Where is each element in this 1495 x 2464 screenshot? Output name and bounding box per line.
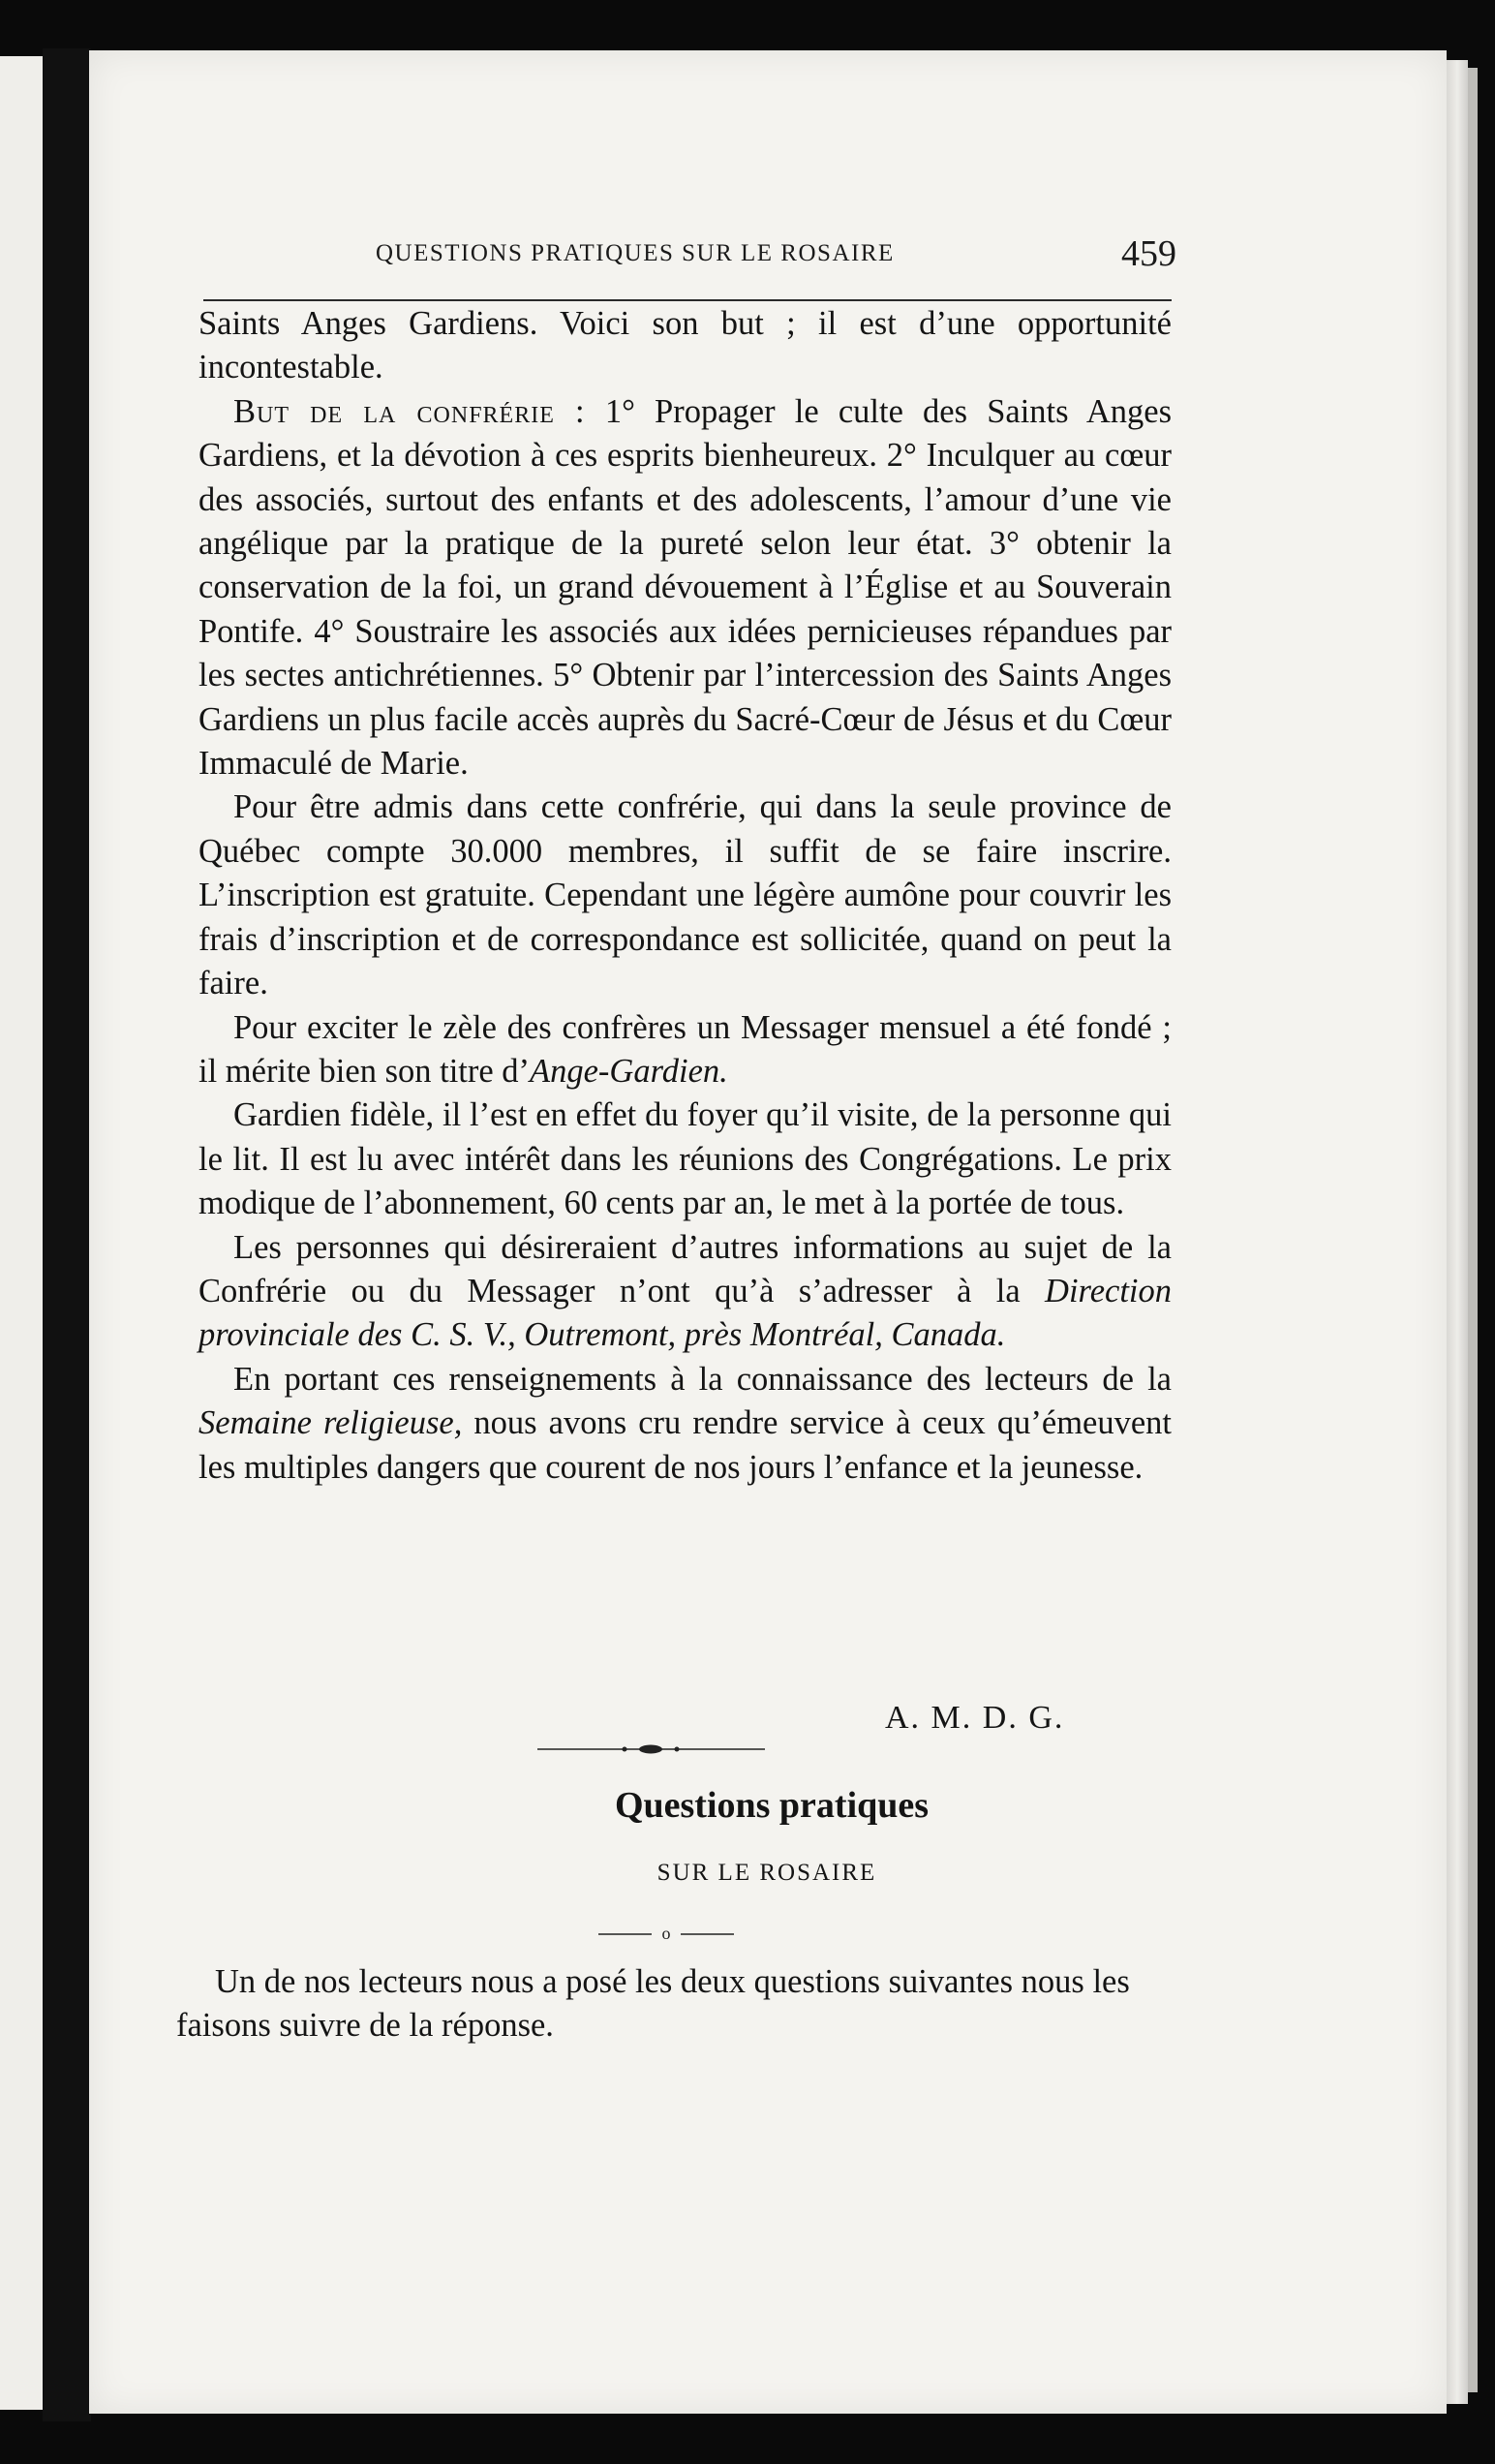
paragraph-information <box>198 1226 1172 1358</box>
paragraph-conclusion <box>198 1358 1172 1490</box>
paragraph-purpose <box>198 390 1172 786</box>
page-fore-edge-shadow <box>1468 68 1478 2392</box>
page-header <box>203 232 1176 300</box>
page-fore-edge <box>1447 60 1468 2404</box>
paragraph-messenger <box>198 1006 1172 1094</box>
semaine-religieuse-title: Semaine religieuse, <box>198 1404 463 1442</box>
ornamental-divider <box>537 1743 765 1755</box>
small-divider <box>598 1925 734 1941</box>
messenger-text: Pour exciter le zèle des confrères un Messager mensuel a été fondé ; il mérite bien son titre d’ <box>198 1008 1172 1090</box>
conclusion-text-b: nous avons cru rendre service à ceux qu’émeuvent les multiples dangers que courent de nos jours l’enfance et la jeunesse. <box>198 1404 1172 1486</box>
divider-glyph: o <box>661 1925 671 1941</box>
question-intro <box>176 1960 1156 2048</box>
section-subtitle: SUR LE ROSAIRE <box>656 1860 877 1886</box>
paragraph-continuation: Saints Anges Gardiens. Voici son but ; il est d’une opportunité incontestable. <box>198 305 1172 386</box>
section-title: Questions pratiques <box>614 1785 930 1826</box>
signature-amdg: A. M. D. G. <box>885 1700 1065 1736</box>
purpose-label: But de la confrérie : <box>233 392 586 430</box>
purpose-text: 1° Propager le culte des Saints Anges Gardiens, et la dévotion à ces esprits bienheureux. 2° Inculquer au cœur des associés, surtout des enfants et des adolescents, l’amour d’une vie angélique par la pratique de la pureté selon leur état. 3° obtenir la conservation de la foi, un grand dévouement à l’Église et au Souverain Pontife. 4° Soustraire les associés aux idées pernicieuses répandues par les sectes antichrétiennes. 5° Obtenir par l’intercession des Saints Anges Gardiens un plus facile accès auprès du Sacré-Cœur de Jésus et du Cœur Immaculé de Marie. <box>198 392 1172 783</box>
book-spine-gutter <box>43 48 91 2421</box>
direction-address: Direction provinciale des C. S. V., Outremont, près Montréal, Canada. <box>198 1272 1172 1354</box>
header-rule <box>203 299 1172 301</box>
paragraph-admission: Pour être admis dans cette confrérie, qui dans la seule province de Québec compte 30.000 membres, il suffit de se faire inscrire. L’inscription est gratuite. Cependant une légère aumône pour couvrir les frais d’inscription et de correspondance est sollicitée, quand on peut la faire. <box>198 788 1172 1002</box>
question-intro-paragraph: Un de nos lecteurs nous a posé les deux questions suivantes nous les faisons suivre de la réponse. <box>176 1963 1130 2045</box>
information-text: Les personnes qui désireraient d’autres informations au sujet de la Confrérie ou du Messager n’ont qu’à s’adresser à la <box>198 1228 1172 1309</box>
previous-page-edge <box>0 56 43 2410</box>
conclusion-text-a: En portant ces renseignements à la connaissance des lecteurs de la <box>233 1360 1172 1398</box>
messenger-title: Ange-Gardien. <box>530 1052 728 1090</box>
running-title: QUESTIONS PRATIQUES SUR LE ROSAIRE <box>376 240 895 266</box>
article-body <box>198 302 1172 1490</box>
paragraph-guardian: Gardien fidèle, il l’est en effet du foyer qu’il visite, de la personne qui le lit. Il est lu avec intérêt dans les réunions des Congrégations. Le prix modique de l’abonnement, 60 cents par an, le met à la portée de tous. <box>198 1096 1172 1222</box>
page-number: 459 <box>1121 233 1176 274</box>
